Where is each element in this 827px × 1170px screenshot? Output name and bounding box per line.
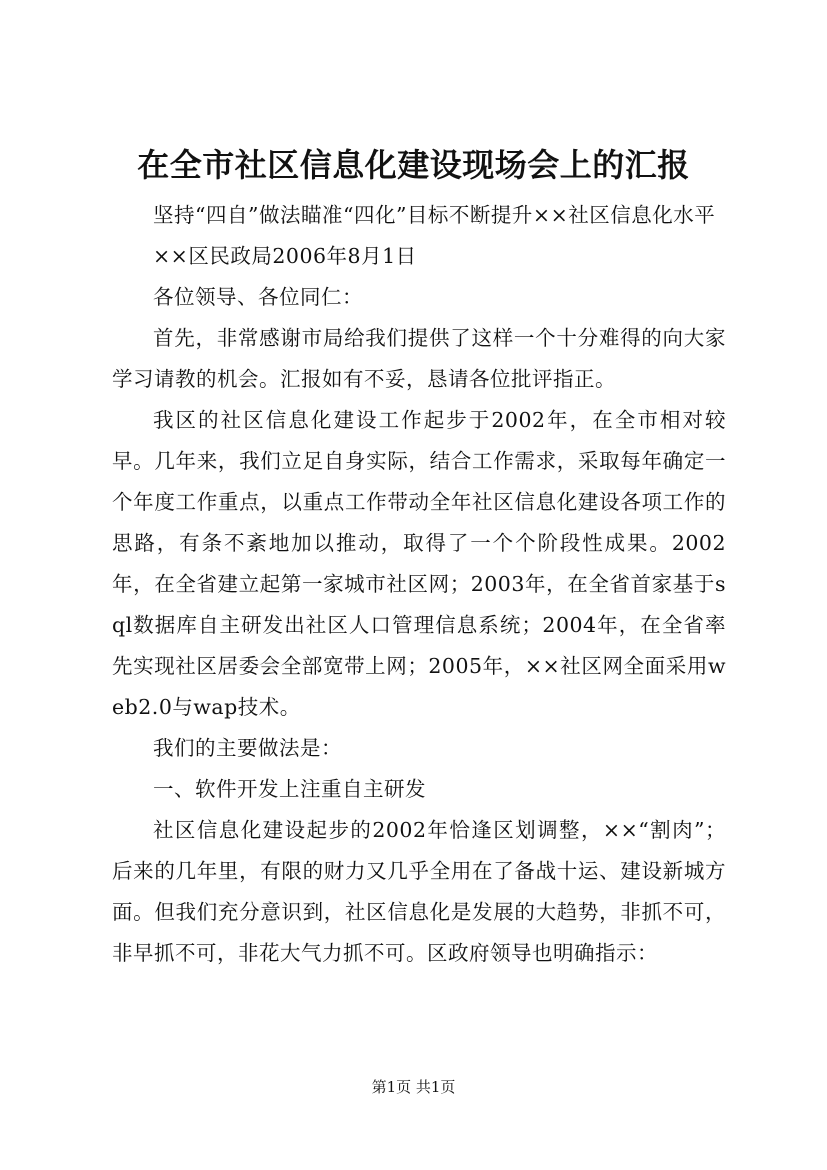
page-number-footer: 第1页 共1页 [371, 1078, 456, 1096]
document-body [112, 195, 726, 974]
main-practices-intro: 我们的主要做法是： [153, 736, 342, 760]
author-date-line: ××区民政局2006年8月1日 [153, 244, 417, 268]
subtitle-paragraph: 坚持“四自”做法瞄准“四化”目标不断提升××社区信息化水平 [153, 203, 716, 227]
section-heading-1: 一、软件开发上注重自主研发 [153, 777, 426, 801]
opening-paragraph: 首先，非常感谢市局给我们提供了这样一个十分难得的向大家学习请教的机会。汇报如有不妥，恳请各位批评指正。 [112, 326, 726, 391]
section-1-paragraph: 社区信息化建设起步的2002年恰逢区划调整，××“割肉”；后来的几年里，有限的财力又几乎全用在了备战十运、建设新城方面。但我们充分意识到，社区信息化是发展的大趋势，非抓不可，非早抓不可，非花大气力抓不可。区政府领导也明确指示： [112, 818, 726, 965]
background-paragraph: 我区的社区信息化建设工作起步于2002年，在全市相对较早。几年来，我们立足自身实际，结合工作需求，采取每年确定一个年度工作重点，以重点工作带动全年社区信息化建设各项工作的思路，有条不紊地加以推动，取得了一个个阶段性成果。2002年，在全省建立起第一家城市社区网；2003年，在全省首家基于sql数据库自主研发出社区人口管理信息系统；2004年，在全省率先实现社区居委会全部宽带上网；2005年，××社区网全面采用web2.0与wap技术。 [112, 408, 726, 719]
salutation-paragraph: 各位领导、各位同仁： [153, 285, 363, 309]
document-title: 在全市社区信息化建设现场会上的汇报 [137, 146, 690, 184]
